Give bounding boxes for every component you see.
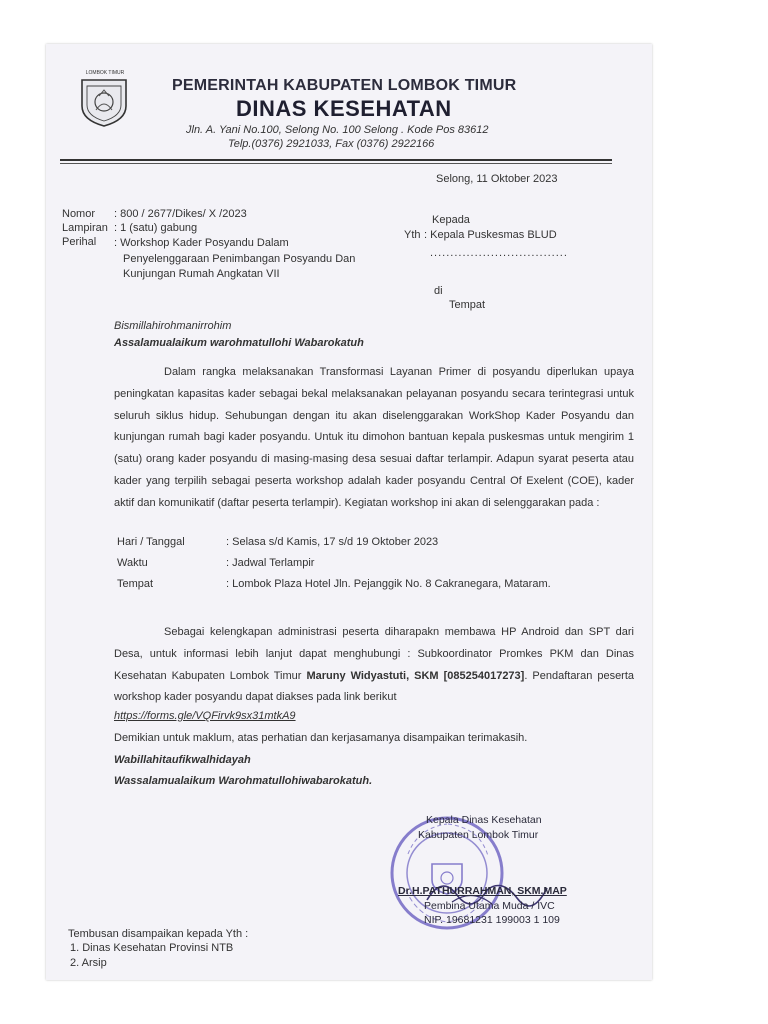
cc-title: Tembusan disampaikan kepada Yth : xyxy=(68,928,249,940)
office-phone: Telp.(0376) 2921033, Fax (0376) 2922166 xyxy=(228,138,435,150)
para2-text-start: Sebagai kelengkapan administrasi peserta diharapakn membawa HP Android dan SPT dari Desa, untuk informasi lebih lanjut dapat menghubungi : Subkoordinator Promkes PKM dan Dinas Kesehatan Kabupaten Lombok Timur xyxy=(114,626,634,682)
office-name: DINAS KESEHATAN xyxy=(236,96,452,121)
cc-item-1: 1. Dinas Kesehatan Provinsi NTB xyxy=(70,942,234,954)
schedule-label-time: Waktu xyxy=(117,557,148,569)
closing-salam: Wassalamualaikum Warohmatullohiwabarokatuh. xyxy=(114,775,373,787)
greeting-bismillah: Bismillahirohmanirrohim xyxy=(114,320,232,332)
recipient-kepada: Kepada xyxy=(432,214,470,226)
registration-link[interactable]: https://forms.gle/VQFirvk9sx31mtkA9 xyxy=(114,710,296,722)
schedule-value-place: : Lombok Plaza Hotel Jln. Pejanggik No. 8 Cakranegara, Mataram. xyxy=(226,578,551,590)
perihal-value-3: Kunjungan Rumah Angkatan VII xyxy=(123,268,280,280)
signatory-name: Dr.H.PATHURRAHMAN, SKM.MAP xyxy=(398,885,567,897)
greeting-salam: Assalamualaikum warohmatullohi Wabarokatuh xyxy=(114,337,364,349)
body-paragraph-2 xyxy=(114,622,634,709)
schedule-value-date: : Selasa s/d Kamis, 17 s/d 19 Oktober 2023 xyxy=(226,536,439,548)
regency-emblem-icon xyxy=(78,72,130,128)
nomor-value: : 800 / 2677/Dikes/ X /2023 xyxy=(114,208,247,220)
body-paragraph-1: Dalam rangka melaksanakan Transformasi Layanan Primer di posyandu diperlukan upaya peningkatan kapasitas kader sebagai bekal melaksanakan pelayanan posyandu secara terintegrasi untuk seluruh siklus hidup. Sehubungan dengan itu akan diselenggarakan WorkShop Kader Posyandu dan kunjungan rumah bagi kader posyandu. Untuk itu dimohon bantuan kepala puskesmas untuk mengirim 1 (satu) orang kader posyandu di masing-masing desa sesuai daftar terlampir. Adapun syarat peserta atau kader yang terpilih sebagai peserta workshop adalah kader posyandu Central Of Exelent (COE), kader aktif dan komunikatif (daftar peserta terlampir). Kegiatan workshop ini akan di selenggarakan pada : xyxy=(114,366,634,509)
schedule-value-time: : Jadwal Terlampir xyxy=(226,557,315,569)
contact-name: Maruny Widyastuti, SKM xyxy=(306,669,439,682)
perihal-value-2: Penyelenggaraan Penimbangan Posyandu Dan xyxy=(123,253,356,265)
letter-page xyxy=(46,44,652,980)
signatory-title-1: Kepala Dinas Kesehatan xyxy=(426,814,542,826)
emblem-label: LOMBOK TIMUR xyxy=(85,70,125,76)
cc-item-2: 2. Arsip xyxy=(70,957,107,969)
nomor-label: Nomor xyxy=(62,208,96,220)
para2-text-end: . Pendaftaran peserta workshop kader posyandu dapat diakses pada link berikut xyxy=(114,669,635,704)
recipient-tempat: Tempat xyxy=(449,299,486,311)
recipient-yth-value: : Kepala Puskesmas BLUD xyxy=(424,229,557,241)
recipient-di: di xyxy=(434,285,443,297)
government-header: PEMERINTAH KABUPATEN LOMBOK TIMUR xyxy=(172,77,517,94)
recipient-dots: .................................. xyxy=(430,247,568,259)
signatory-rank: Pembina Utama Muda / IVC xyxy=(424,900,555,912)
lampiran-value: : 1 (satu) gabung xyxy=(114,222,198,234)
schedule-label-date: Hari / Tanggal xyxy=(117,536,185,548)
perihal-value-1: : Workshop Kader Posyandu Dalam xyxy=(114,237,289,249)
closing-text: Demikian untuk maklum, atas perhatian dan kerjasamanya disampaikan terimakasih. xyxy=(114,732,528,744)
recipient-yth-label: Yth xyxy=(404,229,421,241)
header-rule-thick xyxy=(60,159,612,161)
contact-phone: [085254017273] xyxy=(438,669,525,682)
signatory-nip: NIP. 19681231 199003 1 109 xyxy=(424,914,560,926)
lampiran-label: Lampiran xyxy=(62,222,108,234)
header-rule-thin xyxy=(60,163,612,164)
closing-wabillahi: Wabillahitaufikwalhidayah xyxy=(114,754,251,766)
signatory-title-2: Kabupaten Lombok Timur xyxy=(418,829,539,841)
office-address: Jln. A. Yani No.100, Selong No. 100 Selong . Kode Pos 83612 xyxy=(186,124,489,136)
schedule-label-place: Tempat xyxy=(117,578,154,590)
perihal-label: Perihal xyxy=(62,236,97,248)
letter-date: Selong, 11 Oktober 2023 xyxy=(436,173,558,185)
